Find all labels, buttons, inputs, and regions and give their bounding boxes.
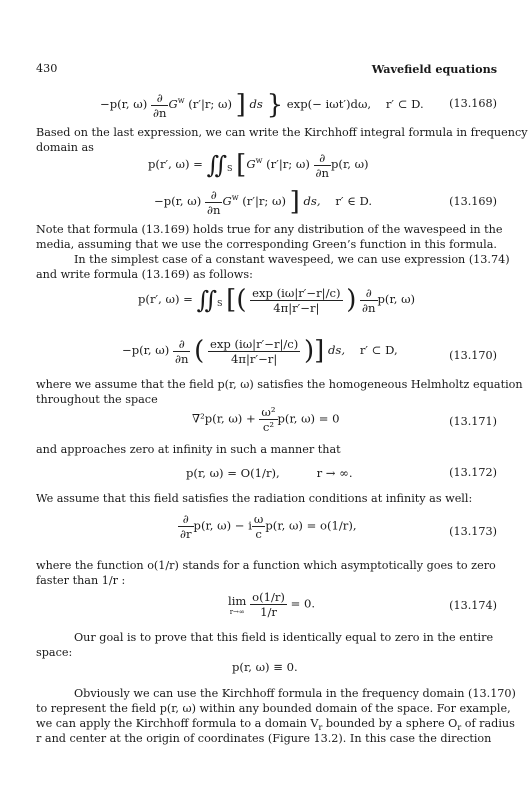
equation-13-168: −p(r, ω) $\frac{\partial}{\partial n}$ $G^w$ (r′|r; ω) ] ds } exp(− iωt′)dω, r′ ⊂ D. <box>100 90 424 120</box>
page-number: 430 <box>36 62 58 75</box>
running-title: Wavefield equations <box>371 62 497 76</box>
equation-13-171: ∇²p(r, ω) + $\frac{\text{ω²}}{\text{c²}}$ p(r, ω) = 0 <box>192 405 340 434</box>
paragraph-line: r and center at the origin of coordinates (Figure 13.2). In this case the direction <box>36 732 492 745</box>
equation-number-13-169: (13.169) <box>449 195 497 208</box>
equation-number-13-172: (13.172) <box>449 466 497 479</box>
paragraph-line: Based on the last expression, we can write the Kirchhoff integral formula in frequency <box>36 126 528 139</box>
paragraph-line: we can apply the Kirchhoff formula to a domain $V_r$ bounded by a sphere $O_r$ of radius <box>36 717 515 732</box>
equation-13-169-b: −p(r, ω) $\frac{\partial}{\partial n}$ $G^w$ (r′|r; ω) ] ds, r′ ∈ D. <box>154 187 373 217</box>
equation-number-13-170: (13.170) <box>449 349 497 362</box>
paragraph-line: and write formula (13.169) as follows: <box>36 268 253 281</box>
paragraph-line: media, assuming that we use the corresponding Green’s function in this formula. <box>36 238 497 251</box>
paragraph-line: faster than 1/r : <box>36 574 126 587</box>
paragraph-line: Note that formula (13.169) holds true for any distribution of the wavespeed in the <box>36 223 503 236</box>
paragraph-line: Our goal is to prove that this field is identically equal to zero in the entire <box>74 631 494 644</box>
paragraph-line: domain as <box>36 141 94 154</box>
equation-identically-zero: p(r, ω) ≡ 0. <box>232 660 298 674</box>
paragraph-line: where we assume that the field p(r, ω) satisfies the homogeneous Helmholtz equation <box>36 378 523 391</box>
equation-13-172: p(r, ω) = O(1/r), r → ∞. <box>186 466 353 480</box>
equation-number-13-174: (13.174) <box>449 599 497 612</box>
equation-number-13-168: (13.168) <box>449 97 497 110</box>
paragraph-line: space: <box>36 646 73 659</box>
equation-13-170-a: p(r′, $\omega) = ∬_S$ [( $\frac{\exp (i\omega|r'-r|/c)}{4\pi|r'-r|}$ ) $\frac{\partial}{\partial n}$ p(r, ω) <box>138 285 416 315</box>
equation-13-170-b: −p(r, ω) $\frac{\partial}{\partial n}$ ( $\frac{\exp (i\omega|r'-r|/c)}{4\pi|r'-r|}$ )] ds, r′ ⊂ D, <box>122 336 398 366</box>
paragraph-line: to represent the field p(r, ω) within any bounded domain of the space. For example, <box>36 702 511 715</box>
paragraph-line: and approaches zero at infinity in such a manner that <box>36 443 341 456</box>
equation-number-13-171: (13.171) <box>449 415 497 428</box>
paragraph-line: throughout the space <box>36 393 158 406</box>
equation-13-173: $\frac{\partial}{\partial r}$ p(r, ω) − i $\frac{\omega}{c}$ p(r, ω) = o(1/r), <box>180 512 357 541</box>
equation-13-169-a: p(r′, $\omega) = ∬_S$ [$G^w$ (r′|r; ω) $\frac{\partial}{\partial n}$ p(r, ω) <box>148 150 369 180</box>
paragraph-line: where the function o(1/r) stands for a function which asymptotically goes to zero <box>36 559 496 572</box>
paragraph-line: Obviously we can use the Kirchhoff formula in the frequency domain (13.170) <box>74 687 516 700</box>
equation-13-174: lim r→∞ $\frac{o(1/r)}{1/r}$ = 0. <box>228 590 316 619</box>
paragraph-line: In the simplest case of a constant wavespeed, we can use expression (13.74) <box>74 253 510 266</box>
paragraph-line: We assume that this field satisfies the radiation conditions at infinity as well: <box>36 492 473 505</box>
equation-number-13-173: (13.173) <box>449 525 497 538</box>
